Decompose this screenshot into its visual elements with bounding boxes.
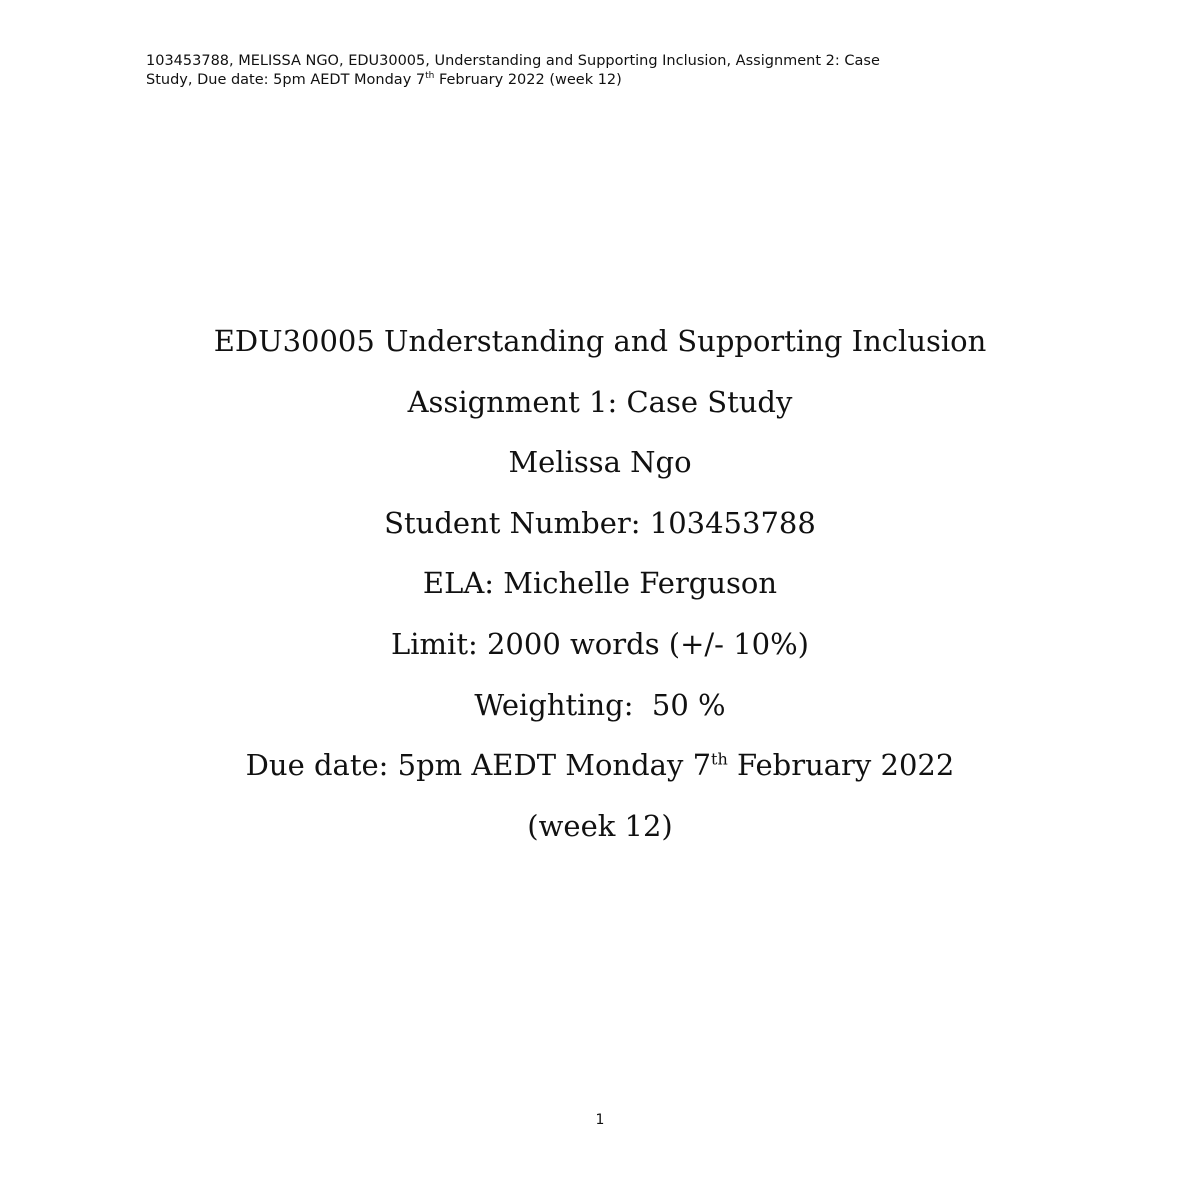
title-block [0,318,1200,863]
word-limit: Limit: 2000 words (+/- 10%) [391,626,809,661]
due-date-superscript: th [711,749,728,769]
assignment-title: Assignment 1: Case Study [407,384,793,419]
header-line-2 [146,71,1066,90]
weighting: Weighting: 50 % [474,687,726,722]
header-line-2-start: Study, Due date: 5pm AEDT Monday 7 [146,72,426,88]
header-line-1: 103453788, MELISSA NGO, EDU30005, Understanding and Supporting Inclusion, Assignment 2: Case [146,53,880,69]
student-name: Melissa Ngo [508,445,692,480]
due-date-end: February 2022 [727,748,955,783]
due-date-start: Due date: 5pm AEDT Monday 7 [245,748,712,783]
due-week: (week 12) [527,808,673,843]
due-date [0,742,1200,803]
page-number: 1 [595,1112,605,1128]
header-line-2-end: February 2022 (week 12) [434,72,622,88]
header-superscript: th [425,71,435,82]
running-header [146,52,1066,90]
unit-title: EDU30005 Understanding and Supporting Inclusion [213,324,987,358]
student-number: Student Number: 103453788 [384,505,816,540]
ela-name: ELA: Michelle Ferguson [422,566,778,601]
